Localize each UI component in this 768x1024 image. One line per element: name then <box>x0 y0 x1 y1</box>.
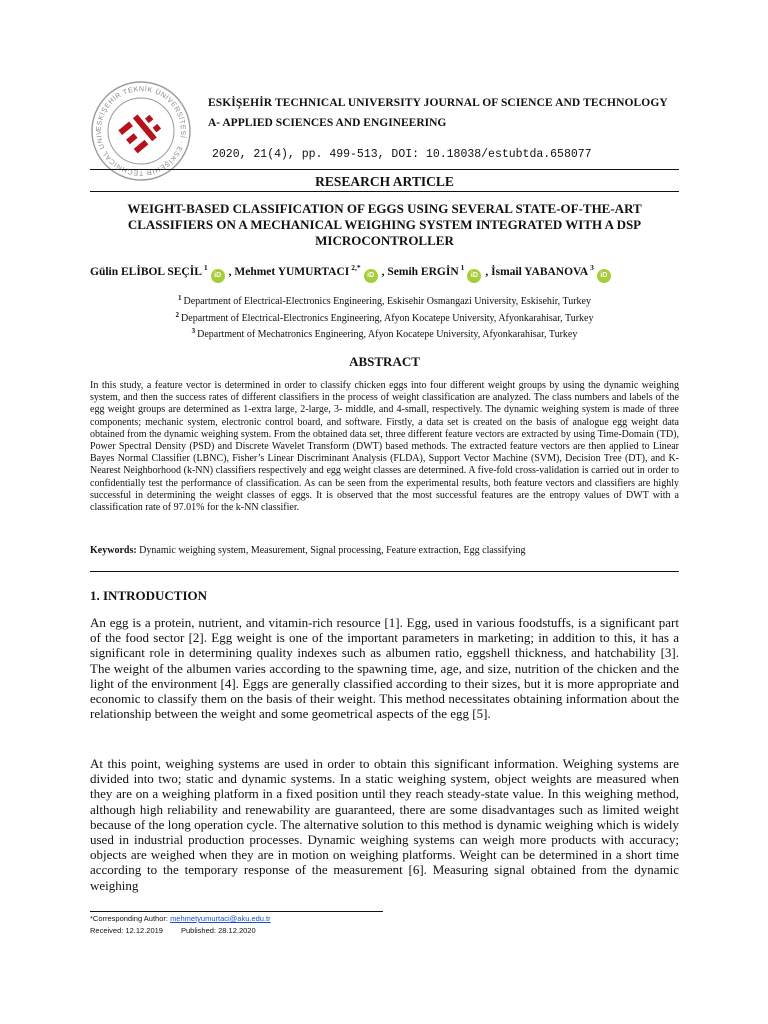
affiliation-list <box>90 292 679 342</box>
svg-text:ESKİŞEHİR TEKNİK ÜNİVERSİTESİ <box>86 76 188 176</box>
abstract-text: In this study, a feature vector is determined in order to classify chicken eggs into four different weight groups by using the dynamic weighing system, and then the success rates of different classifiers in the process of weight classification are analyzed. The class numbers and labels of the egg weight groups are determined as 1-extra large, 2-large, 3- middle, and 4-small, respectively. The dynamic weighing system is made of three components; mechanic system, electronic control board, and software. Firstly, a data set is created on the basis of analogue egg weight data obtained from the dynamic weighing system. From the obtained data set, three different feature vectors are extracted by using Time-Domain (TD), Power Spectral Density (PSD) and Discrete Wavelet Transform (DWT) based methods. The extracted feature vectors are then applied to Linear Bayes Normal Classifier (LBNC), Fisher’s Linear Discriminant Analysis (FLDA), Support Vector Machine (SVM), Decision Tree (DT), and K-Nearest Neighborhood (k-NN) classifiers respectively and egg weight classes are determined. A five-fold cross-validation is carried out in order to confidentially test the performance of classification. As can be seen from the experimental results, both feature vectors and classifiers are highly successful in determining the weight classes of eggs. It is observed that the most successful features are the entropy values of DWT with a classification rate of 97.01% for the k-NN classifier. <box>90 380 679 514</box>
received-date: Received: 12.12.2019 <box>90 926 163 935</box>
corresponding-label: *Corresponding Author: <box>90 914 171 923</box>
keywords-text: Dynamic weighing system, Measurement, Signal processing, Feature extraction, Egg classifying <box>139 545 526 556</box>
keywords-line <box>90 545 525 556</box>
paper-title: WEIGHT-BASED CLASSIFICATION OF EGGS USING SEVERAL STATE-OF-THE-ART CLASSIFIERS ON A MECHANICAL WEIGHING SYSTEM INTEGRATED WITH A DSP MICROCONTROLLER <box>127 201 642 248</box>
intro-paragraph-2: At this point, weighing systems are used in order to obtain this significant information. Weighing systems are divided into two; static and dynamic systems. In a static weighing system, object weights are measured when they are on a weighing platform in a fixed position until they reach steady-state value. In this weighing method, although high reliability and renewability are guaranteed, there are some disadvantages such as limited weight because of the long operation cycle. The alternative solution to this method is dynamic weighing which is widely used in industrial production processes. Dynamic weighing systems can weigh more products with accuracy; objects are weighed when they are in motion on weighing platforms. Weight can be determined in a short time according to the temporary response of the measurement [6]. Measuring signal obtained from the dynamic weighing <box>90 756 679 893</box>
affiliation-number: 3 <box>191 327 196 335</box>
orcid-icon[interactable]: iD <box>467 269 481 283</box>
author-affil-number: 3 <box>590 263 594 272</box>
divider-under-type <box>90 191 679 192</box>
divider-top <box>90 169 679 170</box>
author-name: , Semih ERGİN <box>381 266 459 278</box>
journal-section: A- APPLIED SCIENCES AND ENGINEERING <box>208 117 447 129</box>
affiliation-text: Department of Mechatronics Engineering, Afyon Kocatepe University, Afyonkarahisar, Turkey <box>197 329 578 340</box>
author-affil-number: 1 <box>203 263 208 272</box>
orcid-icon[interactable]: iD <box>211 269 225 283</box>
orcid-icon[interactable]: iD <box>364 269 378 283</box>
affiliation-item <box>90 309 679 326</box>
article-type: RESEARCH ARTICLE <box>315 174 454 189</box>
corresponding-author-note <box>90 914 271 923</box>
author-name: Gülin ELİBOL SEÇİL <box>90 266 202 278</box>
author-name: , Mehmet YUMURTACI <box>228 266 350 278</box>
published-date: Published: 28.12.2020 <box>180 926 256 935</box>
affiliation-item <box>90 325 679 342</box>
intro-paragraph-1: An egg is a protein, nutrient, and vitamin-rich resource [1]. Egg, used in various foodstuffs, is a significant part of the food sector [2]. Egg weight is one of the important parameters in marketing; in addition to this, it has a significant role in determining quality indexes such as albumen ratio, eggshell thickness, and hatchability [3]. The weight of the albumen varies according to the spawning time, age, and size, nutrition of the chicken and the light of the environment [4]. Eggs are generally classified according to their sizes, but it is more appropriate and economic to classify them on the basis of their weight. This method necessitates obtaining information about the relationship between the weight and some geometrical aspects of the egg [5]. <box>90 615 679 722</box>
journal-name: ESKİŞEHİR TECHNICAL UNIVERSITY JOURNAL OF SCIENCE AND TECHNOLOGY <box>208 97 668 109</box>
logo-ring-text: ESKİŞEHİR TEKNİK ÜNİVERSİTESİ · ESKİŞEHİR TECHNICAL UNIV <box>95 85 187 177</box>
affiliation-item <box>90 292 679 309</box>
divider-after-abstract <box>90 571 679 572</box>
section-heading-introduction: 1. INTRODUCTION <box>90 588 208 603</box>
affiliation-number: 2 <box>175 310 180 319</box>
author-list <box>90 263 615 283</box>
affiliation-text: Department of Electrical-Electronics Engineering, Afyon Kocatepe University, Afyonkarahisar, Turkey <box>181 312 594 324</box>
affiliation-text: Department of Electrical-Electronics Engineering, Eskisehir Osmangazi University, Eskisehir, Turkey <box>183 296 591 307</box>
affiliation-number: 1 <box>178 294 182 302</box>
article-dates <box>90 926 256 935</box>
footnote-divider <box>90 911 383 912</box>
citation-line: 2020, 21(4), pp. 499-513, DOI: 10.18038/estubtda.658077 <box>212 148 592 161</box>
orcid-icon[interactable]: iD <box>597 269 611 283</box>
author-affil-number: 1 <box>460 263 465 272</box>
author-affil-number: 2,* <box>351 263 361 272</box>
corresponding-email-link[interactable]: mehmetyumurtaci@aku.edu.tr <box>170 914 271 923</box>
abstract-heading: ABSTRACT <box>349 354 420 369</box>
author-name: , İsmail YABANOVA <box>485 266 589 278</box>
keywords-label: Keywords: <box>90 545 137 556</box>
